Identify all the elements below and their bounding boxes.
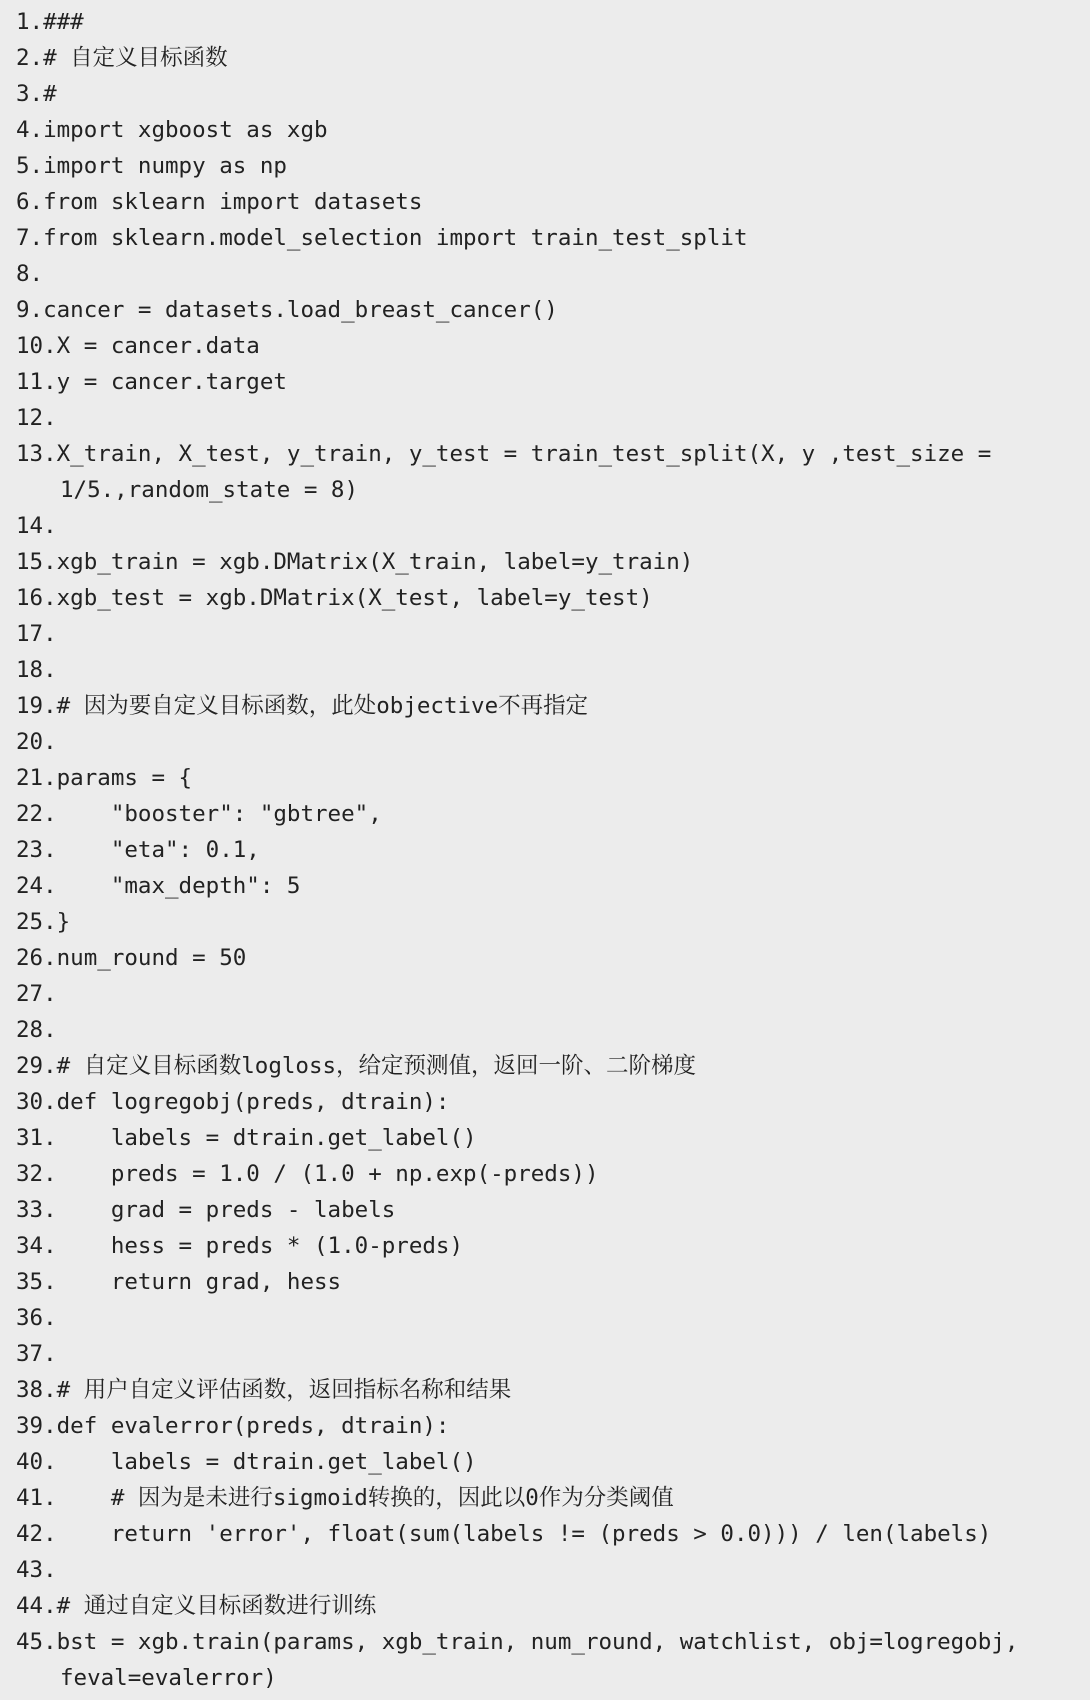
code-line: 5.import numpy as np	[16, 153, 287, 179]
code-line: 37.	[16, 1341, 57, 1367]
code-line: 30.def logregobj(preds, dtrain):	[16, 1089, 450, 1115]
code-line: 34. hess = preds * (1.0-preds)	[16, 1233, 464, 1259]
code-line: 27.	[16, 981, 57, 1007]
code-line: 32. preds = 1.0 / (1.0 + np.exp(-preds))	[16, 1161, 599, 1187]
code-line: 12.	[16, 405, 57, 431]
code-line: 36.	[16, 1305, 57, 1331]
code-line: 38.# 用户自定义评估函数，返回指标名称和结果	[16, 1377, 512, 1403]
code-line: 40. labels = dtrain.get_label()	[16, 1449, 477, 1475]
code-line: 35. return grad, hess	[16, 1269, 342, 1295]
code-line: 44.# 通过自定义目标函数进行训练	[16, 1593, 377, 1619]
code-line: 20.	[16, 729, 57, 755]
code-line: 42. return 'error', float(sum(labels != (preds > 0.0))) / len(labels)	[16, 1521, 992, 1547]
code-line: 7.from sklearn.model_selection import train_test_split	[16, 225, 748, 251]
code-line: 28.	[16, 1017, 57, 1043]
code-line: 25.}	[16, 909, 71, 935]
code-line: 39.def evalerror(preds, dtrain):	[16, 1413, 450, 1439]
code-line: 18.	[16, 657, 57, 683]
code-line: 41. # 因为是未进行sigmoid转换的，因此以0作为分类阈值	[16, 1485, 674, 1511]
code-line: 31. labels = dtrain.get_label()	[16, 1125, 477, 1151]
code-line: 33. grad = preds - labels	[16, 1197, 396, 1223]
code-line: 10.X = cancer.data	[16, 333, 260, 359]
code-line: 23. "eta": 0.1,	[16, 837, 260, 863]
code-line: 3.#	[16, 81, 57, 107]
code-line: 1.###	[16, 9, 84, 35]
code-line: 6.from sklearn import datasets	[16, 189, 423, 215]
code-line: 24. "max_depth": 5	[16, 873, 301, 899]
code-line: 43.	[16, 1557, 57, 1583]
code-line: 2.# 自定义目标函数	[16, 45, 228, 71]
code-line: 19.# 因为要自定义目标函数，此处objective不再指定	[16, 693, 589, 719]
code-line: 13.X_train, X_test, y_train, y_test = train_test_split(X, y ,test_size = 1/5.,random_state = 8)	[16, 441, 1005, 503]
code-line: 26.num_round = 50	[16, 945, 247, 971]
code-line: 4.import xgboost as xgb	[16, 117, 328, 143]
code-line: 14.	[16, 513, 57, 539]
code-line: 21.params = {	[16, 765, 193, 791]
code-line: 45.bst = xgb.train(params, xgb_train, num_round, watchlist, obj=logregobj, feval=evalerror)	[16, 1629, 1032, 1691]
code-line: 17.	[16, 621, 57, 647]
code-line: 11.y = cancer.target	[16, 369, 287, 395]
code-line: 15.xgb_train = xgb.DMatrix(X_train, label=y_train)	[16, 549, 694, 575]
code-line: 16.xgb_test = xgb.DMatrix(X_test, label=y_test)	[16, 585, 653, 611]
code-line: 8.	[16, 261, 44, 287]
code-line: 22. "booster": "gbtree",	[16, 801, 382, 827]
code-line: 9.cancer = datasets.load_breast_cancer()	[16, 297, 558, 323]
code-line: 29.# 自定义目标函数logloss，给定预测值，返回一阶、二阶梯度	[16, 1053, 697, 1079]
